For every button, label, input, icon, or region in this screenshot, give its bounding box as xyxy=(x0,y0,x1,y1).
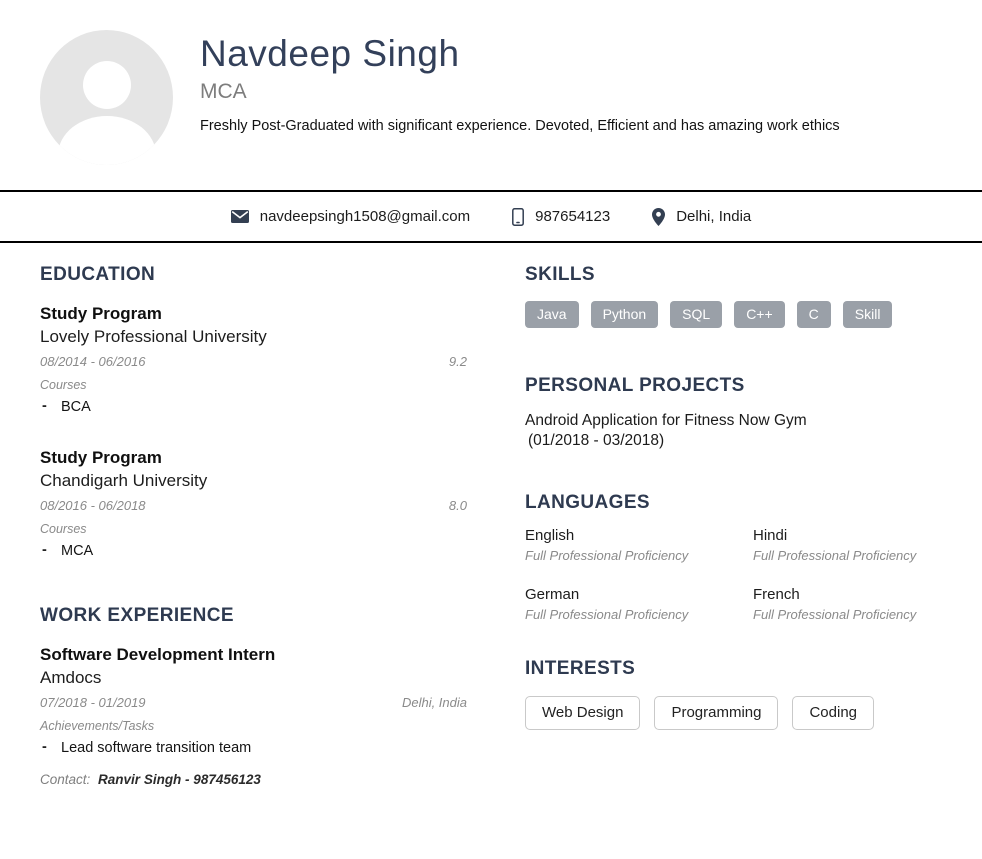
education-meta xyxy=(40,354,467,370)
avatar xyxy=(40,30,173,165)
candidate-tagline: Freshly Post-Graduated with significant experience. Devoted, Efficient and has amazing work ethics xyxy=(200,118,840,134)
work-company: Amdocs xyxy=(40,668,102,687)
skills-title: SKILLS xyxy=(525,264,595,285)
education-dates: 08/2014 - 06/2016 xyxy=(40,354,146,369)
education-list-label: Courses xyxy=(40,522,87,536)
education-course-item: - MCA xyxy=(40,542,467,561)
header xyxy=(0,0,982,190)
skill-tag[interactable]: SQL xyxy=(670,301,722,328)
education-entry xyxy=(40,302,467,417)
language-level: Full Professional Proficiency xyxy=(525,548,689,563)
language-entry xyxy=(753,585,950,623)
candidate-degree: MCA xyxy=(200,80,247,103)
envelope-icon xyxy=(231,210,249,223)
work-location: Delhi, India xyxy=(401,695,467,710)
interests-tag-row xyxy=(525,696,950,730)
skills-tag-row xyxy=(525,301,950,328)
language-entry xyxy=(525,526,753,564)
language-name: Hindi xyxy=(753,527,788,544)
language-entry xyxy=(753,526,950,564)
contact-location-text: Delhi, India xyxy=(676,208,752,225)
education-title: EDUCATION xyxy=(40,264,156,285)
work-experience-section xyxy=(40,604,467,788)
skill-tag[interactable]: Skill xyxy=(843,301,893,328)
work-role: Software Development Intern xyxy=(40,645,276,664)
education-entry xyxy=(40,446,467,561)
personal-projects-title: PERSONAL PROJECTS xyxy=(525,375,745,396)
person-silhouette-shoulders xyxy=(58,116,156,165)
interests-section xyxy=(525,657,950,730)
work-dates: 07/2018 - 01/2019 xyxy=(40,695,146,710)
skill-tag[interactable]: C++ xyxy=(734,301,784,328)
location-pin-icon xyxy=(652,208,665,226)
language-name: German xyxy=(525,586,580,603)
project-entry xyxy=(525,411,950,451)
skill-tag[interactable]: Java xyxy=(525,301,579,328)
education-dates: 08/2016 - 06/2018 xyxy=(40,498,146,513)
contact-email-text: navdeepsingh1508@gmail.com xyxy=(259,208,471,225)
work-task-item: - Lead software transition team xyxy=(40,739,467,758)
skills-section xyxy=(525,263,950,328)
language-level: Full Professional Proficiency xyxy=(525,607,689,622)
person-silhouette-icon xyxy=(83,61,131,109)
skill-tag[interactable]: C xyxy=(797,301,831,328)
work-contact-line xyxy=(40,771,467,788)
education-course-item: - BCA xyxy=(40,398,467,417)
interest-tag[interactable]: Web Design xyxy=(525,696,640,730)
education-degree: Study Program xyxy=(40,448,162,467)
work-contact-label: Contact: xyxy=(40,772,91,787)
languages-title: LANGUAGES xyxy=(525,492,650,513)
education-list-label: Courses xyxy=(40,378,87,392)
education-score: 8.0 xyxy=(448,498,467,513)
left-column xyxy=(40,263,467,859)
interests-title: INTERESTS xyxy=(525,658,636,679)
education-degree: Study Program xyxy=(40,304,162,323)
project-dates: (01/2018 - 03/2018) xyxy=(528,432,665,449)
main-content xyxy=(0,243,982,859)
education-section xyxy=(40,263,467,561)
education-meta xyxy=(40,498,467,514)
project-name: Android Application for Fitness Now Gym xyxy=(525,412,807,429)
interest-tag[interactable]: Coding xyxy=(792,696,874,730)
mobile-phone-icon xyxy=(512,208,524,226)
languages-grid xyxy=(525,526,950,623)
candidate-name: Navdeep Singh xyxy=(200,33,460,74)
language-entry xyxy=(525,585,753,623)
language-name: French xyxy=(753,586,800,603)
contact-phone xyxy=(512,208,610,226)
contact-phone-text: 987654123 xyxy=(535,208,611,225)
work-experience-title: WORK EXPERIENCE xyxy=(40,605,234,626)
language-level: Full Professional Proficiency xyxy=(753,607,917,622)
language-level: Full Professional Proficiency xyxy=(753,548,917,563)
header-info xyxy=(200,32,940,135)
work-entry xyxy=(40,643,467,788)
language-name: English xyxy=(525,527,575,544)
education-score: 9.2 xyxy=(448,354,467,369)
contact-location xyxy=(652,208,751,226)
interest-tag[interactable]: Programming xyxy=(654,696,778,730)
personal-projects-section xyxy=(525,374,950,451)
contact-bar xyxy=(0,190,982,243)
education-school: Chandigarh University xyxy=(40,471,208,490)
work-list-label: Achievements/Tasks xyxy=(40,719,155,733)
work-meta xyxy=(40,695,467,711)
education-school: Lovely Professional University xyxy=(40,327,267,346)
work-contact-value: Ranvir Singh - 987456123 xyxy=(98,772,261,787)
languages-section xyxy=(525,491,950,623)
right-column xyxy=(525,263,950,859)
skill-tag[interactable]: Python xyxy=(591,301,659,328)
contact-email[interactable] xyxy=(231,208,470,225)
